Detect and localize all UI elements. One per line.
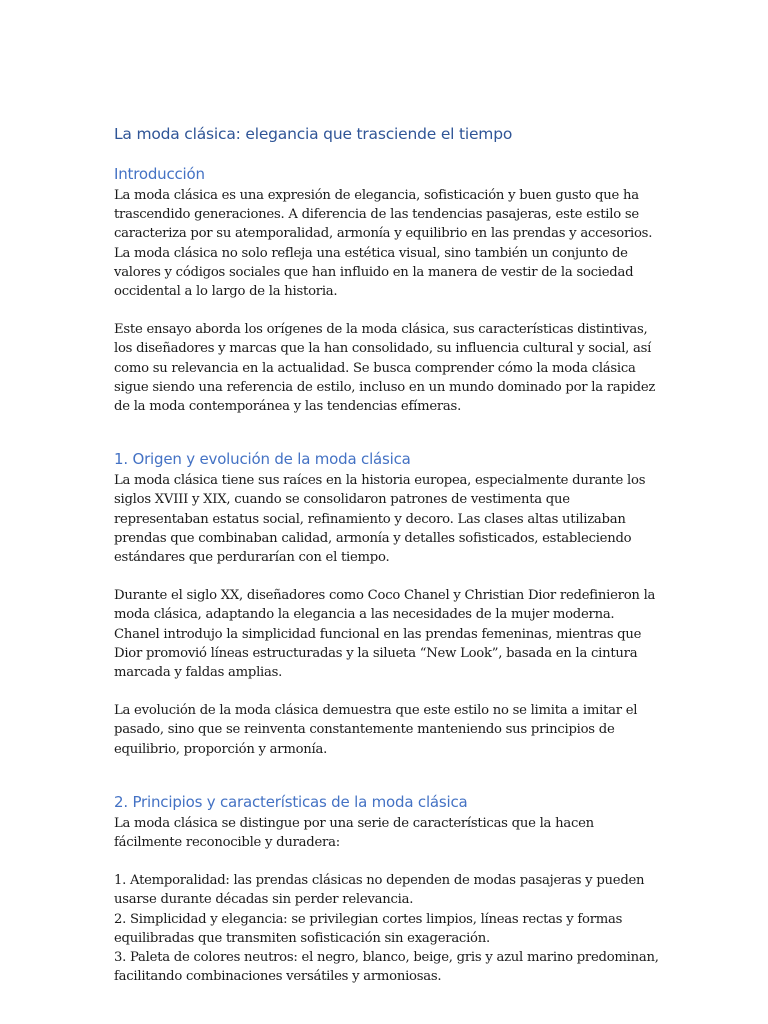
paragraph-intro-2: Este ensayo aborda los orígenes de la moda clásica, sus características distintivas, los diseñadores y marcas que la han consolidado, su influencia cultural y social, así como su relevancia en la actualidad. Se busca comprender cómo la moda clásica sigue siendo una referencia de estilo, incluso en un mundo dominado por la rapidez de la moda contemporánea y las tendencias efímeras. [114,322,656,415]
section-spacer [114,416,659,449]
document-body [114,124,659,987]
paragraph-spacer [114,567,659,586]
paragraph-spacer [114,682,659,701]
paragraph-origin-3: La evolución de la moda clásica demuestra que este estilo no se limita a imitar el pasado, sino que se reinventa constantemente manteniendo sus principios de equilibrio, proporción y armonía. [114,703,638,757]
section-heading-introduction: Introducción [114,165,205,183]
list-item-principle-3: 3. Paleta de colores neutros: el negro, blanco, beige, gris y azul marino predominan, facilitando combinaciones versátiles y armoniosas. [114,950,659,985]
list-item-principle-1: 1. Atemporalidad: las prendas clásicas no dependen de modas pasajeras y pueden usarse durante décadas sin perder relevancia. [114,873,645,908]
paragraph-origin-2: Durante el siglo XX, diseñadores como Coco Chanel y Christian Dior redefinieron la moda clásica, adaptando la elegancia a las necesidades de la mujer moderna. Chanel introdujo la simplicidad funcional en las prendas femeninas, mientras que Dior promovió líneas estructuradas y la silueta “New Look”, basada en la cintura marcada y faldas amplias. [114,588,656,681]
document-title: La moda clásica: elegancia que trasciende el tiempo [114,125,513,143]
list-item-principle-2: 2. Simplicidad y elegancia: se privilegian cortes limpios, líneas rectas y formas equilibradas que transmiten sofisticación sin exageración. [114,911,623,946]
paragraph-origin-1: La moda clásica tiene sus raíces en la historia europea, especialmente durante los siglos XVIII y XIX, cuando se consolidaron patrones de vestimenta que representaban estatus social, refinamiento y decoro. Las clases altas utilizaban prendas que combinaban calidad, armonía y detalles sofisticados, estableciendo estándares que perdurarían con el tiempo. [114,473,646,566]
section-spacer [114,759,659,792]
section-heading-principles: 2. Principios y características de la moda clásica [114,792,468,811]
paragraph-spacer [114,852,659,871]
paragraph-intro-1: La moda clásica es una expresión de elegancia, sofisticación y buen gusto que ha trascendido generaciones. A diferencia de las tendencias pasajeras, este estilo se caracteriza por su atemporalidad, armonía y equilibrio en las prendas y accesorios. La moda clásica no solo refleja una estética visual, sino también un conjunto de valores y códigos sociales que han influido en la manera de vestir de la sociedad occidental a lo largo de la historia. [114,188,653,300]
section-heading-origin: 1. Origen y evolución de la moda clásica [114,450,411,469]
paragraph-principles-intro: La moda clásica se distingue por una serie de características que la hacen fácilmente reconocible y duradera: [114,815,594,851]
paragraph-spacer [114,301,659,320]
